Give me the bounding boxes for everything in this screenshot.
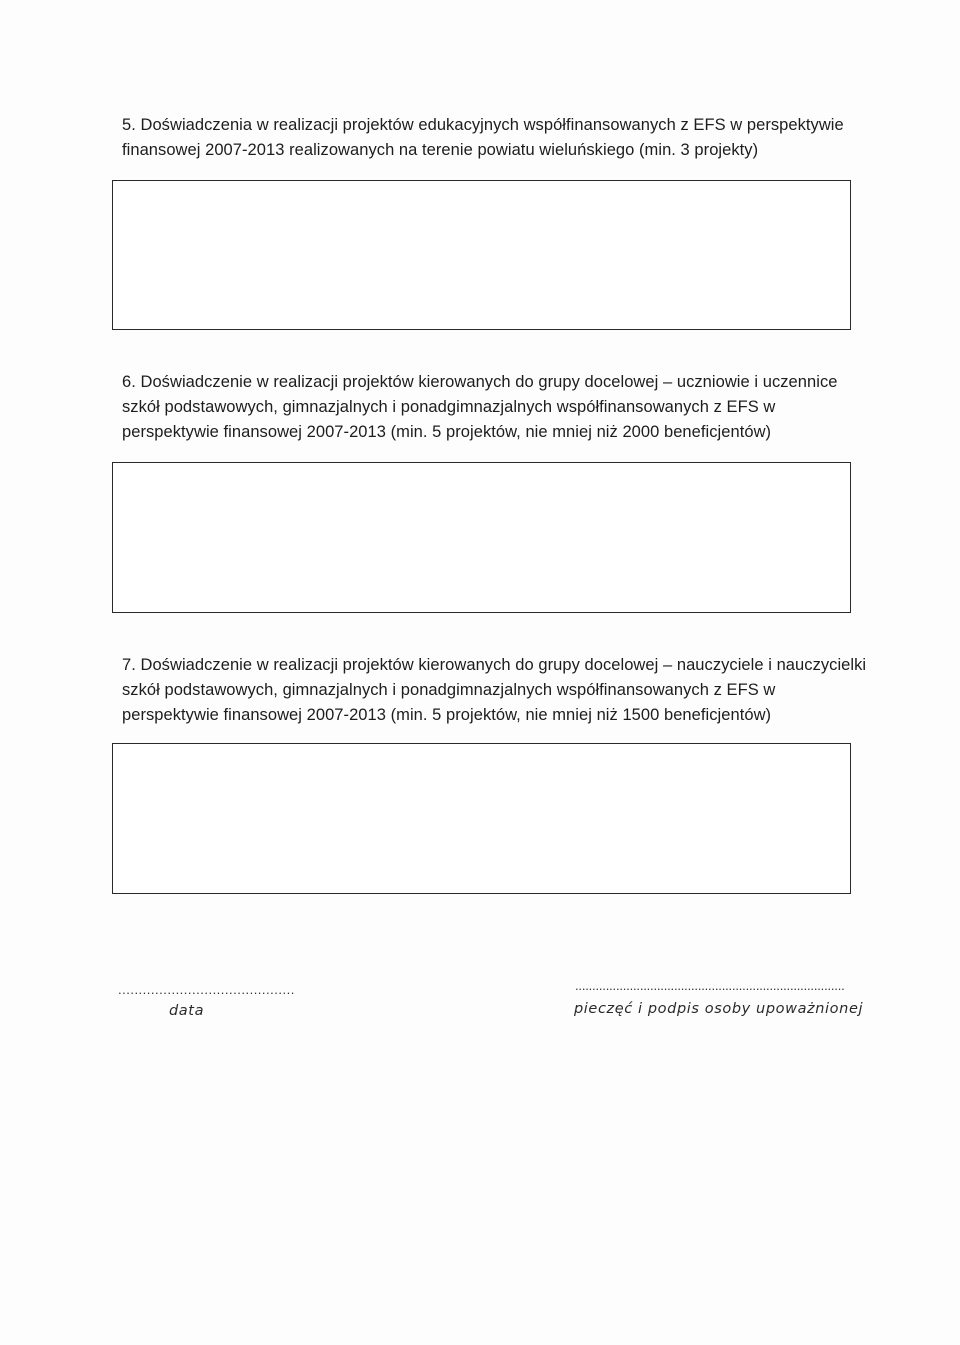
section-5-line-1: 5. Doświadczenia w realizacji projektów edukacyjnych współfinansowanych z EFS w perspektywie: [122, 116, 844, 134]
section-6-line-3: perspektywie finansowej 2007-2013 (min. 5 projektów, nie mniej niż 2000 beneficjentów): [122, 423, 772, 441]
section-7-answer-box[interactable]: [112, 743, 851, 894]
section-7-line-2: szkół podstawowych, gimnazjalnych i ponadgimnazjalnych współfinansowanych z EFS w: [122, 681, 776, 699]
section-6-line-1: 6. Doświadczenie w realizacji projektów kierowanych do grupy docelowej – uczniowie i uczennice: [122, 373, 838, 391]
section-6-answer-box[interactable]: [112, 462, 851, 613]
section-7-heading: [122, 653, 866, 728]
section-6-line-2: szkół podstawowych, gimnazjalnych i ponadgimnazjalnych współfinansowanych z EFS w: [122, 398, 776, 416]
section-5-answer-box[interactable]: [112, 180, 851, 330]
date-dotted-line[interactable]: ...........................................: [118, 982, 295, 997]
section-7-line-1: 7. Doświadczenie w realizacji projektów kierowanych do grupy docelowej – nauczyciele i nauczycielki: [122, 656, 867, 674]
section-7-line-3: perspektywie finansowej 2007-2013 (min. 5 projektów, nie mniej niż 1500 beneficjentów): [122, 706, 772, 724]
date-label: data: [169, 1003, 205, 1019]
section-6-heading: [122, 370, 837, 445]
stamp-signature-dotted-line[interactable]: ...............................................................................: [575, 978, 845, 993]
section-5-heading: [122, 113, 844, 163]
section-5-line-2: finansowej 2007-2013 realizowanych na terenie powiatu wieluńskiego (min. 3 projekty): [122, 141, 759, 159]
stamp-signature-label: pieczęć i podpis osoby upoważnionej: [574, 1001, 864, 1017]
